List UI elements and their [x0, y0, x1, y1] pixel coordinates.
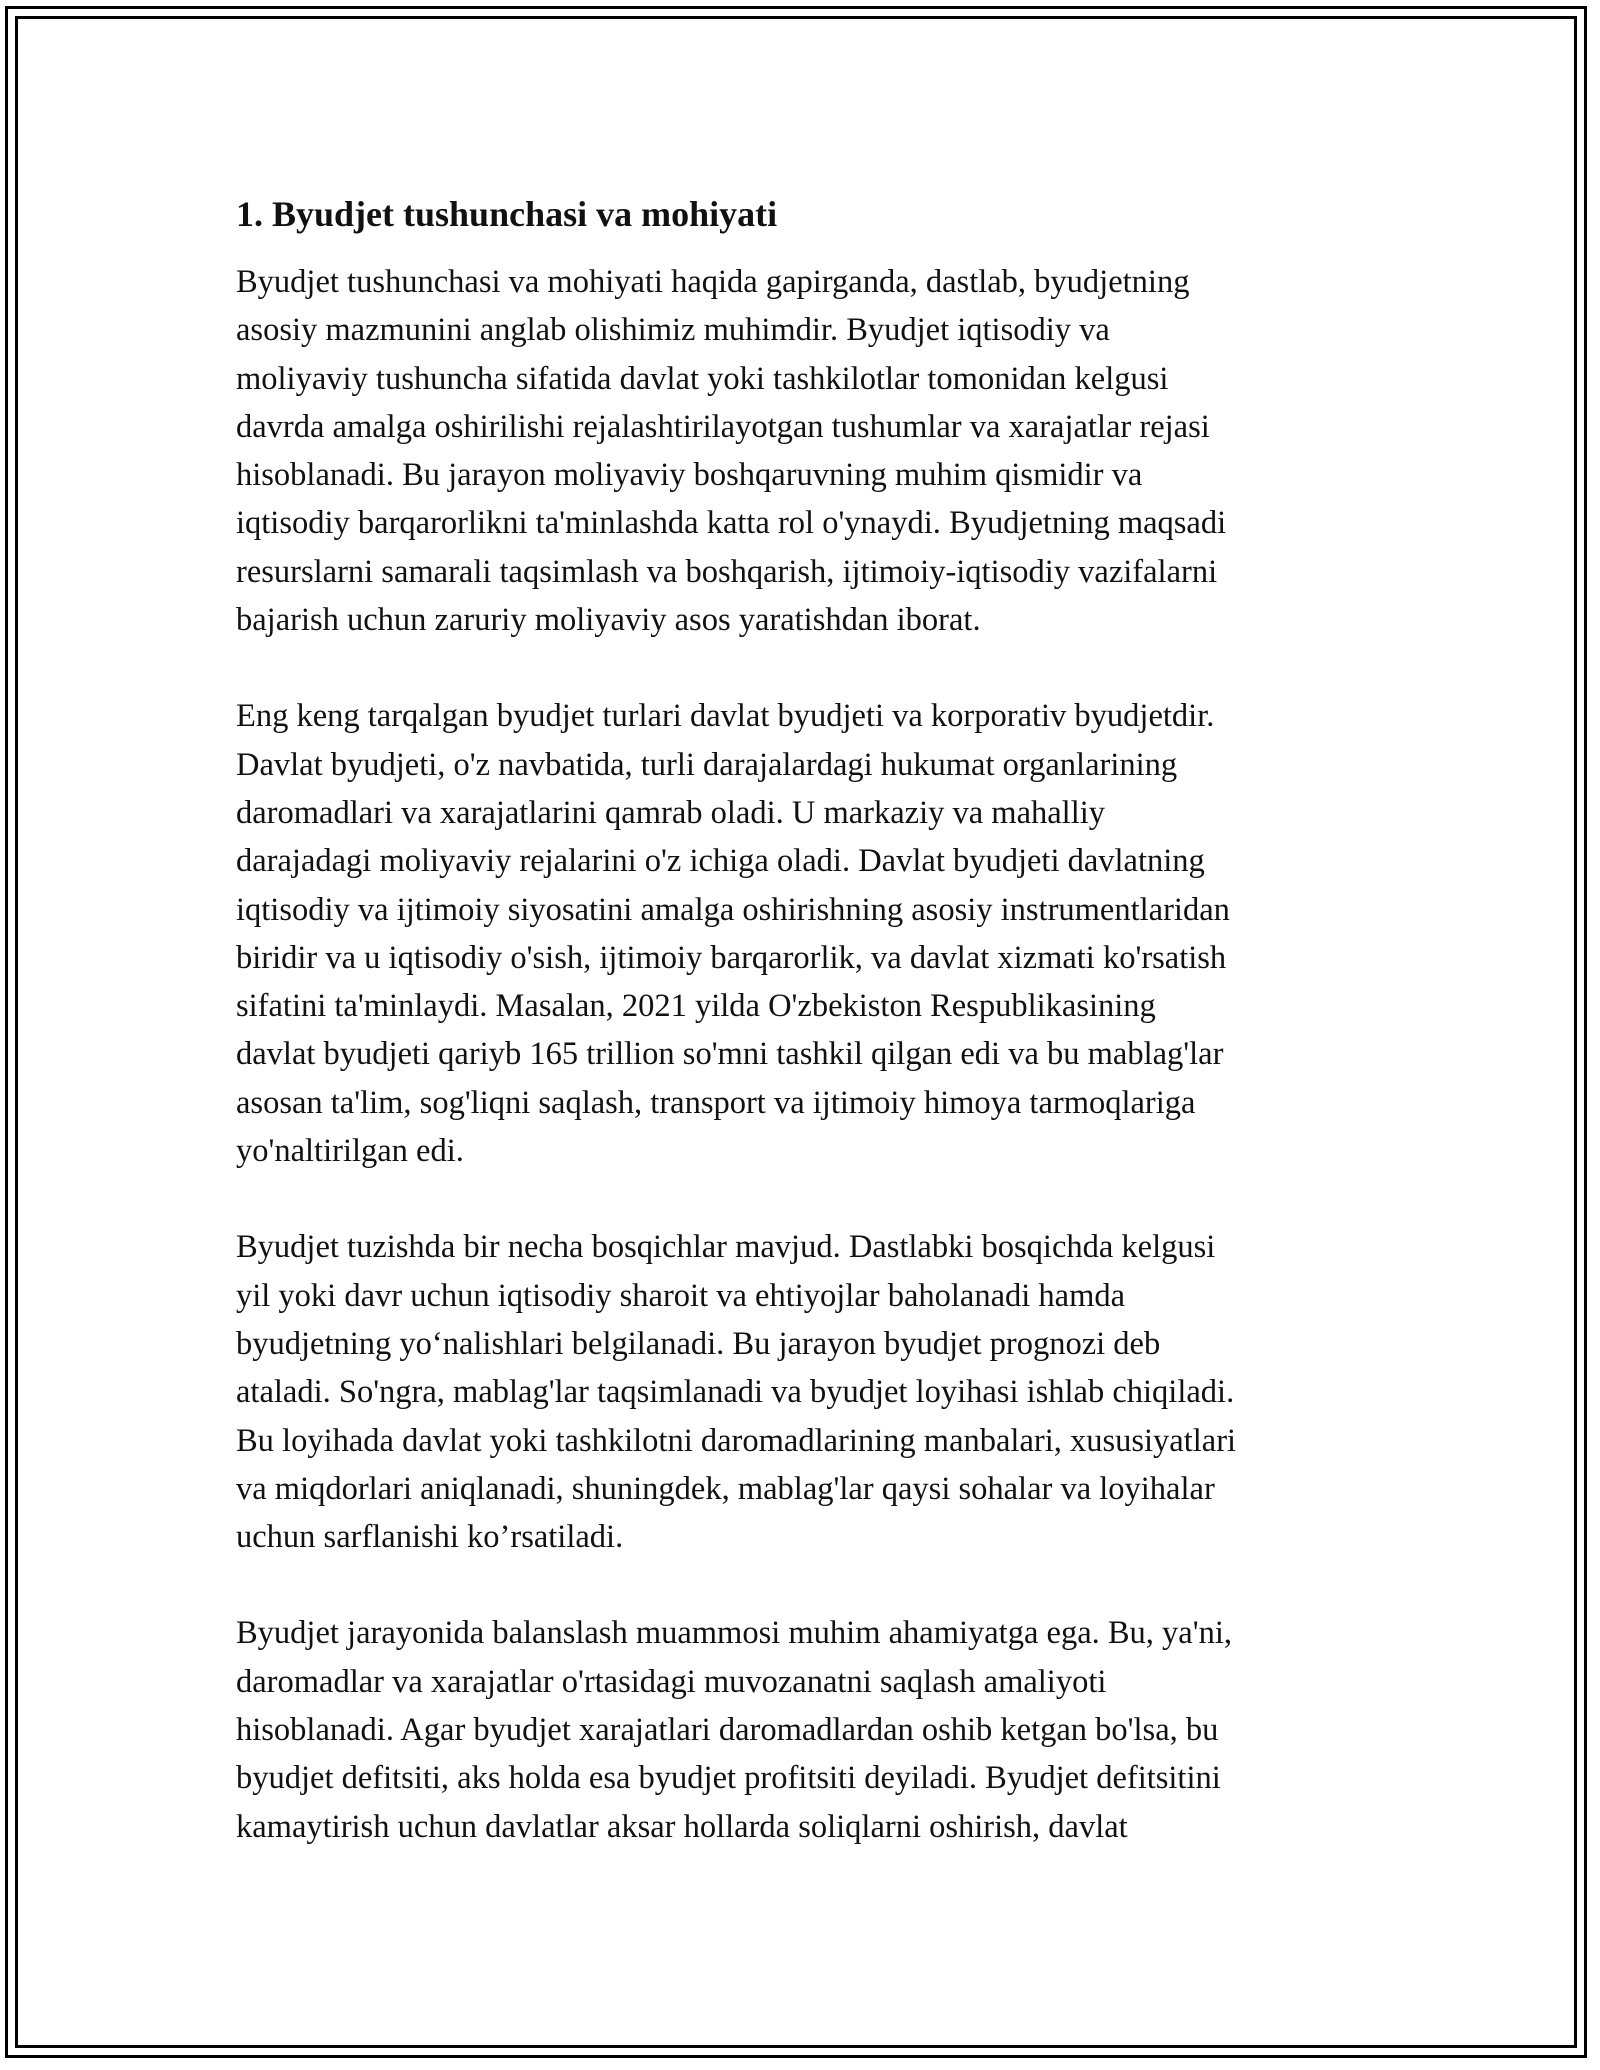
text-line: va miqdorlari aniqlanadi, shuningdek, mablag'lar qaysi sohalar va loyihalar — [236, 1470, 1215, 1507]
text-line: Bu loyihada davlat yoki tashkilotni daromadlarining manbalari, xususiyatlari — [236, 1422, 1237, 1459]
text-line: ataladi. So'ngra, mablag'lar taqsimlanadi va byudjet loyihasi ishlab chiqiladi. — [236, 1374, 1235, 1411]
text-line: davlat byudjeti qariyb 165 trillion so'mni tashkil qilgan edi va bu mablag'lar — [236, 1036, 1224, 1073]
text-line: davrda amalga oshirilishi rejalashtirilayotgan tushumlar va xarajatlar rejasi — [236, 408, 1210, 445]
text-line: yil yoki davr uchun iqtisodiy sharoit va ehtiyojlar baholanadi hamda — [236, 1277, 1126, 1314]
text-line: sifatini ta'minlaydi. Masalan, 2021 yilda O'zbekiston Respublikasining — [236, 988, 1156, 1025]
text-line: byudjetning yoʻnalishlari belgilanadi. Bu jarayon byudjet prognozi deb — [236, 1325, 1161, 1362]
paragraph-container — [236, 258, 1366, 1851]
paragraph-4 — [236, 1609, 1366, 1850]
text-line: Byudjet tushunchasi va mohiyati haqida gapirganda, dastlab, byudjetning — [236, 264, 1190, 300]
text-line: hisoblanadi. Bu jarayon moliyaviy boshqaruvning muhim qismidir va — [236, 457, 1143, 494]
paragraph-2 — [236, 692, 1366, 1175]
text-line: Byudjet jarayonida balanslash muammosi muhim ahamiyatga ega. Bu, ya'ni, — [236, 1615, 1232, 1652]
text-line: biridir va u iqtisodiy o'sish, ijtimoiy barqarorlik, va davlat xizmati ko'rsatish — [236, 939, 1227, 976]
text-line: daromadlari va xarajatlarini qamrab oladi. U markaziy va mahalliy — [236, 794, 1106, 831]
text-line: uchun sarflanishi ko’rsatiladi. — [236, 1519, 624, 1556]
paragraph-1 — [236, 258, 1366, 644]
text-line: byudjet defitsiti, aks holda esa byudjet profitsiti deyiladi. Byudjet defitsitini — [236, 1760, 1221, 1797]
paragraph-3 — [236, 1223, 1366, 1561]
document-body — [236, 190, 1366, 1899]
text-line: Davlat byudjeti, o'z navbatida, turli darajalardagi hukumat organlarining — [236, 746, 1178, 783]
text-line: Byudjet tuzishda bir necha bosqichlar mavjud. Dastlabki bosqichda kelgusi — [236, 1229, 1216, 1266]
text-line: iqtisodiy va ijtimoiy siyosatini amalga oshirishning asosiy instrumentlaridan — [236, 891, 1230, 928]
text-line: resurslarni samarali taqsimlash va boshqarish, ijtimoiy-iqtisodiy vazifalarni — [236, 553, 1218, 590]
text-line: moliyaviy tushuncha sifatida davlat yoki tashkilotlar tomonidan kelgusi — [236, 360, 1169, 397]
text-line: darajadagi moliyaviy rejalarini o'z ichiga oladi. Davlat byudjeti davlatning — [236, 843, 1205, 880]
text-line: bajarish uchun zaruriy moliyaviy asos yaratishdan iborat. — [236, 602, 981, 639]
text-line: daromadlar va xarajatlar o'rtasidagi muvozanatni saqlash amaliyoti — [236, 1663, 1107, 1700]
text-line: iqtisodiy barqarorlikni ta'minlashda katta rol o'ynaydi. Byudjetning maqsadi — [236, 505, 1227, 542]
text-line: asosiy mazmunini anglab olishimiz muhimdir. Byudjet iqtisodiy va — [236, 312, 1110, 349]
text-line: kamaytirish uchun davlatlar aksar hollarda soliqlarni oshirish, davlat — [236, 1808, 1128, 1845]
section-heading: 1. Byudjet tushunchasi va mohiyati — [236, 194, 778, 234]
text-line: yo'naltirilgan edi. — [236, 1133, 464, 1170]
text-line: Eng keng tarqalgan byudjet turlari davlat byudjeti va korporativ byudjetdir. — [236, 698, 1215, 735]
text-line: asosan ta'lim, sog'liqni saqlash, transport va ijtimoiy himoya tarmoqlariga — [236, 1084, 1196, 1121]
text-line: hisoblanadi. Agar byudjet xarajatlari daromadlardan oshib ketgan bo'lsa, bu — [236, 1712, 1219, 1749]
